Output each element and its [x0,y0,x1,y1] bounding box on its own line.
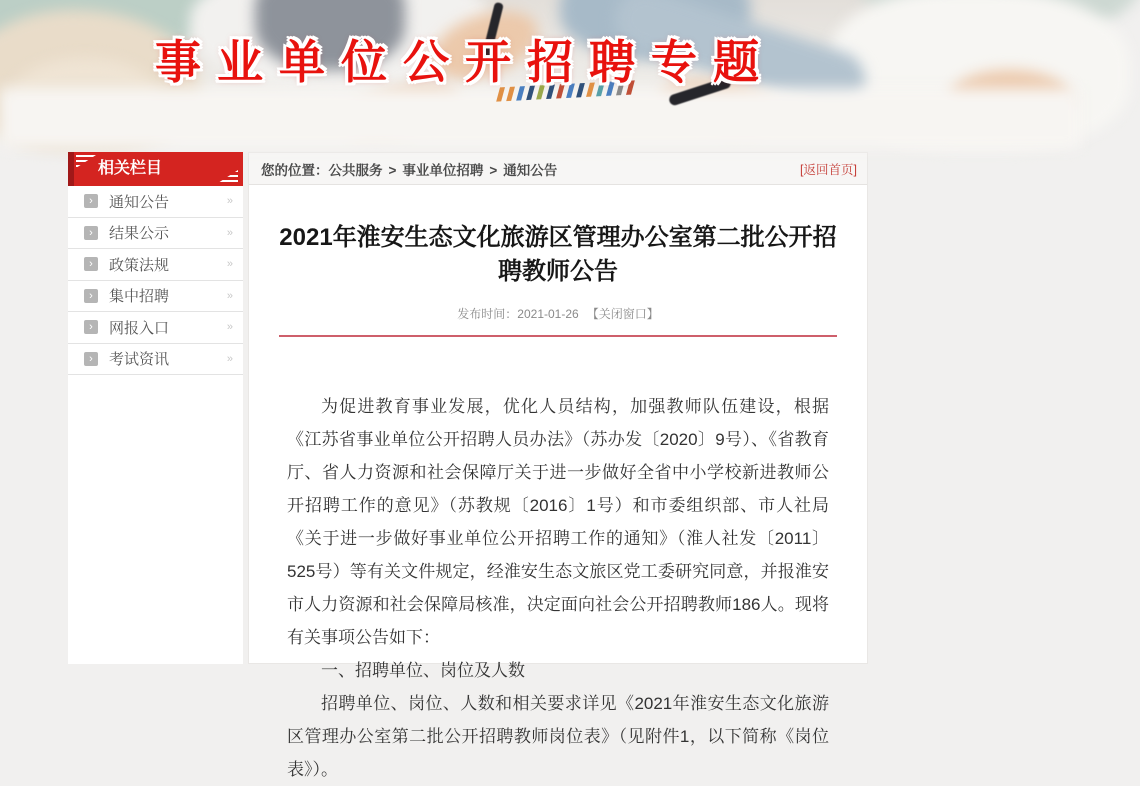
chevron-right-icon: › [84,226,98,240]
sidebar-item-policies[interactable] [68,249,243,281]
sidebar-item-online-entry[interactable] [68,312,243,344]
publish-date: 2021-01-26 [517,307,579,322]
banner [0,0,1080,120]
chevron-right-icon: › [84,194,98,208]
article-body [279,390,837,786]
publish-label: 发布时间： [457,307,518,322]
sidebar-item-recruitment[interactable] [68,281,243,313]
stripes-ornament-icon [218,170,238,183]
breadcrumb-label: 您的位置： [261,162,329,178]
breadcrumb-item-public-service[interactable]: 公共服务 [328,162,383,178]
chevron-right-icon: › [84,289,98,303]
chevron-right-icon: › [84,320,98,334]
chevron-right-icon: › [84,352,98,366]
double-chevron-icon: » [226,226,233,239]
header-accent-stripe [68,152,74,186]
sidebar-item-exam-info[interactable] [68,344,243,376]
breadcrumb-item-institution-recruitment[interactable]: 事业单位招聘 [402,162,484,178]
double-chevron-icon: » [226,321,233,334]
double-chevron-icon: » [226,352,233,365]
sidebar [68,152,243,664]
sidebar-item-results[interactable] [68,218,243,250]
sidebar-item-label: 网报入口 [109,319,170,337]
sidebar-title: 相关栏目 [98,160,163,177]
sidebar-item-notices[interactable] [68,186,243,218]
sidebar-item-label: 政策法规 [109,256,170,274]
article [249,221,867,786]
close-window-link[interactable]: 【关闭窗口】 [586,307,659,322]
double-chevron-icon: » [226,258,233,271]
breadcrumb-separator: > [489,162,498,178]
sidebar-item-label: 集中招聘 [109,288,170,306]
article-title: 2021年淮安生态文化旅游区管理办公室第二批公开招聘教师公告 [279,224,837,285]
content-wrap [68,152,868,780]
breadcrumb [261,159,800,179]
publish-line [279,305,837,322]
return-home-link[interactable]: [返回首页] [800,162,857,177]
article-paragraph: 招聘单位、岗位、人数和相关要求详见《2021年淮安生态文化旅游区管理办公室第二批公开招聘教师岗位表》（见附件1，以下简称《岗位表》）。 [287,694,829,780]
stripes-ornament-icon [76,155,96,168]
banner-title: 事业单位公开招聘专题 [155,36,775,88]
sidebar-item-label: 通知公告 [109,193,170,211]
double-chevron-icon: » [226,289,233,302]
main-content [248,152,868,780]
chevron-right-icon: › [84,257,98,271]
article-paragraph: 为促进教育事业发展，优化人员结构，加强教师队伍建设，根据《江苏省事业单位公开招聘人员办法》（苏办发〔2020〕9号）、《省教育厅、省人力资源和社会保障厅关于进一步做好全省中小学校新进教师公开招聘工作的意见》（苏教规〔2016〕1号）和市委组织部、市人社局《关于进一步做好事业单位公开招聘工作的通知》（淮人社发〔2011〕525号）等有关文件规定，经淮安生态文旅区党工委研究同意，并报淮安市人力资源和社会保障局核准，决定面向社会公开招聘教师186人。现将有关事项公告如下： [287,397,829,648]
breadcrumb-separator: > [388,162,397,178]
sidebar-header [68,152,243,186]
double-chevron-icon: » [226,195,233,208]
breadcrumb-item-notices[interactable]: 通知公告 [503,162,558,178]
article-section-heading: 一、招聘单位、岗位及人数 [321,661,525,681]
sidebar-item-label: 考试资讯 [109,351,170,369]
sidebar-item-label: 结果公示 [109,225,170,243]
red-divider [279,335,837,337]
breadcrumb-bar [249,153,867,185]
